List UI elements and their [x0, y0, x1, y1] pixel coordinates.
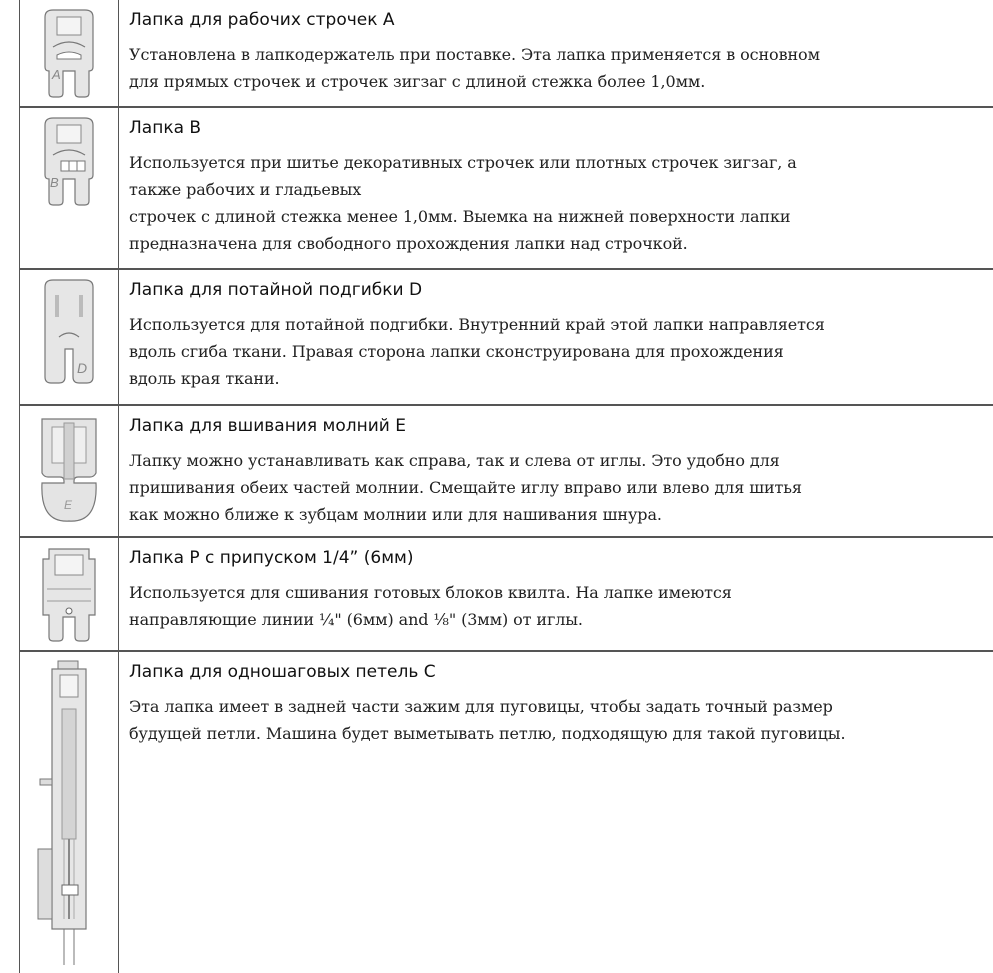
foot-c-description: Эта лапка имеет в задней части зажим для пуговицы, чтобы задать точный размер будущей петли. Машина будет выметывать петлю, подходящую для такой пуговицы. — [129, 697, 846, 744]
foot-b-image-cell — [19, 108, 119, 268]
foot-b-text-cell — [119, 108, 993, 268]
table-row — [19, 538, 993, 652]
foot-c-title: Лапка для одношаговых петель C — [129, 662, 436, 682]
foot-p-text-cell — [119, 538, 993, 650]
foot-e-description: Лапку можно устанавливать как справа, так и слева от иглы. Это удобно для пришивания обеих частей молнии. Смещайте иглу вправо или влево для шитья как можно ближе к зубцам молнии или для нашивания шнура. — [129, 451, 802, 525]
table-row — [19, 270, 993, 406]
foot-p-description: Используется для сшивания готовых блоков квилта. На лапке имеются направляющие линии ¼" (6мм) and ⅛" (3мм) от иглы. — [129, 583, 732, 630]
svg-text:A: A — [52, 67, 61, 82]
foot-c-image-cell — [19, 652, 119, 973]
presser-foot-e-icon — [34, 413, 104, 523]
presser-foot-p-icon — [37, 545, 101, 645]
presser-foot-c-icon — [34, 659, 104, 969]
svg-text:B: B — [50, 175, 59, 190]
table-row — [19, 652, 993, 973]
foot-e-image-cell — [19, 406, 119, 536]
table-row — [19, 406, 993, 538]
foot-d-description: Используется для потайной подгибки. Внутренний край этой лапки направляется вдоль сгиба ткани. Правая сторона лапки сконструирована для прохождения вдоль края ткани. — [129, 315, 825, 389]
foot-d-text-cell — [119, 270, 993, 404]
svg-text:E: E — [64, 498, 73, 512]
presser-foot-b-icon — [39, 115, 99, 207]
foot-a-description: Установлена в лапкодержатель при поставке. Эта лапка применяется в основном для прямых строчек и строчек зигзаг с длиной стежка более 1,0мм. — [129, 45, 820, 92]
foot-b-description: Используется при шитье декоративных строчек или плотных строчек зигзаг, а также рабочих и гладьевых строчек с длиной стежка менее 1,0мм. Выемка на нижней поверхности лапки предназначена для свободного прохождения лапки над строчкой. — [129, 153, 797, 254]
table-row — [19, 108, 993, 270]
foot-p-image-cell — [19, 538, 119, 650]
foot-b-title: Лапка B — [129, 118, 202, 138]
foot-a-title: Лапка для рабочих строчек A — [129, 10, 395, 30]
foot-a-text-cell — [119, 0, 993, 106]
svg-text:D: D — [77, 360, 88, 376]
foot-a-image-cell — [19, 0, 119, 106]
foot-d-title: Лапка для потайной подгибки D — [129, 280, 423, 300]
foot-p-title: Лапка P с припуском 1/4” (6мм) — [129, 548, 414, 568]
foot-e-title: Лапка для вшивания молний E — [129, 416, 406, 436]
table-row — [19, 0, 993, 108]
presser-feet-table — [19, 0, 993, 973]
foot-e-text-cell — [119, 406, 993, 536]
foot-c-text-cell — [119, 652, 993, 973]
presser-foot-d-icon — [39, 277, 99, 389]
foot-d-image-cell — [19, 270, 119, 404]
presser-foot-a-icon — [39, 7, 99, 99]
